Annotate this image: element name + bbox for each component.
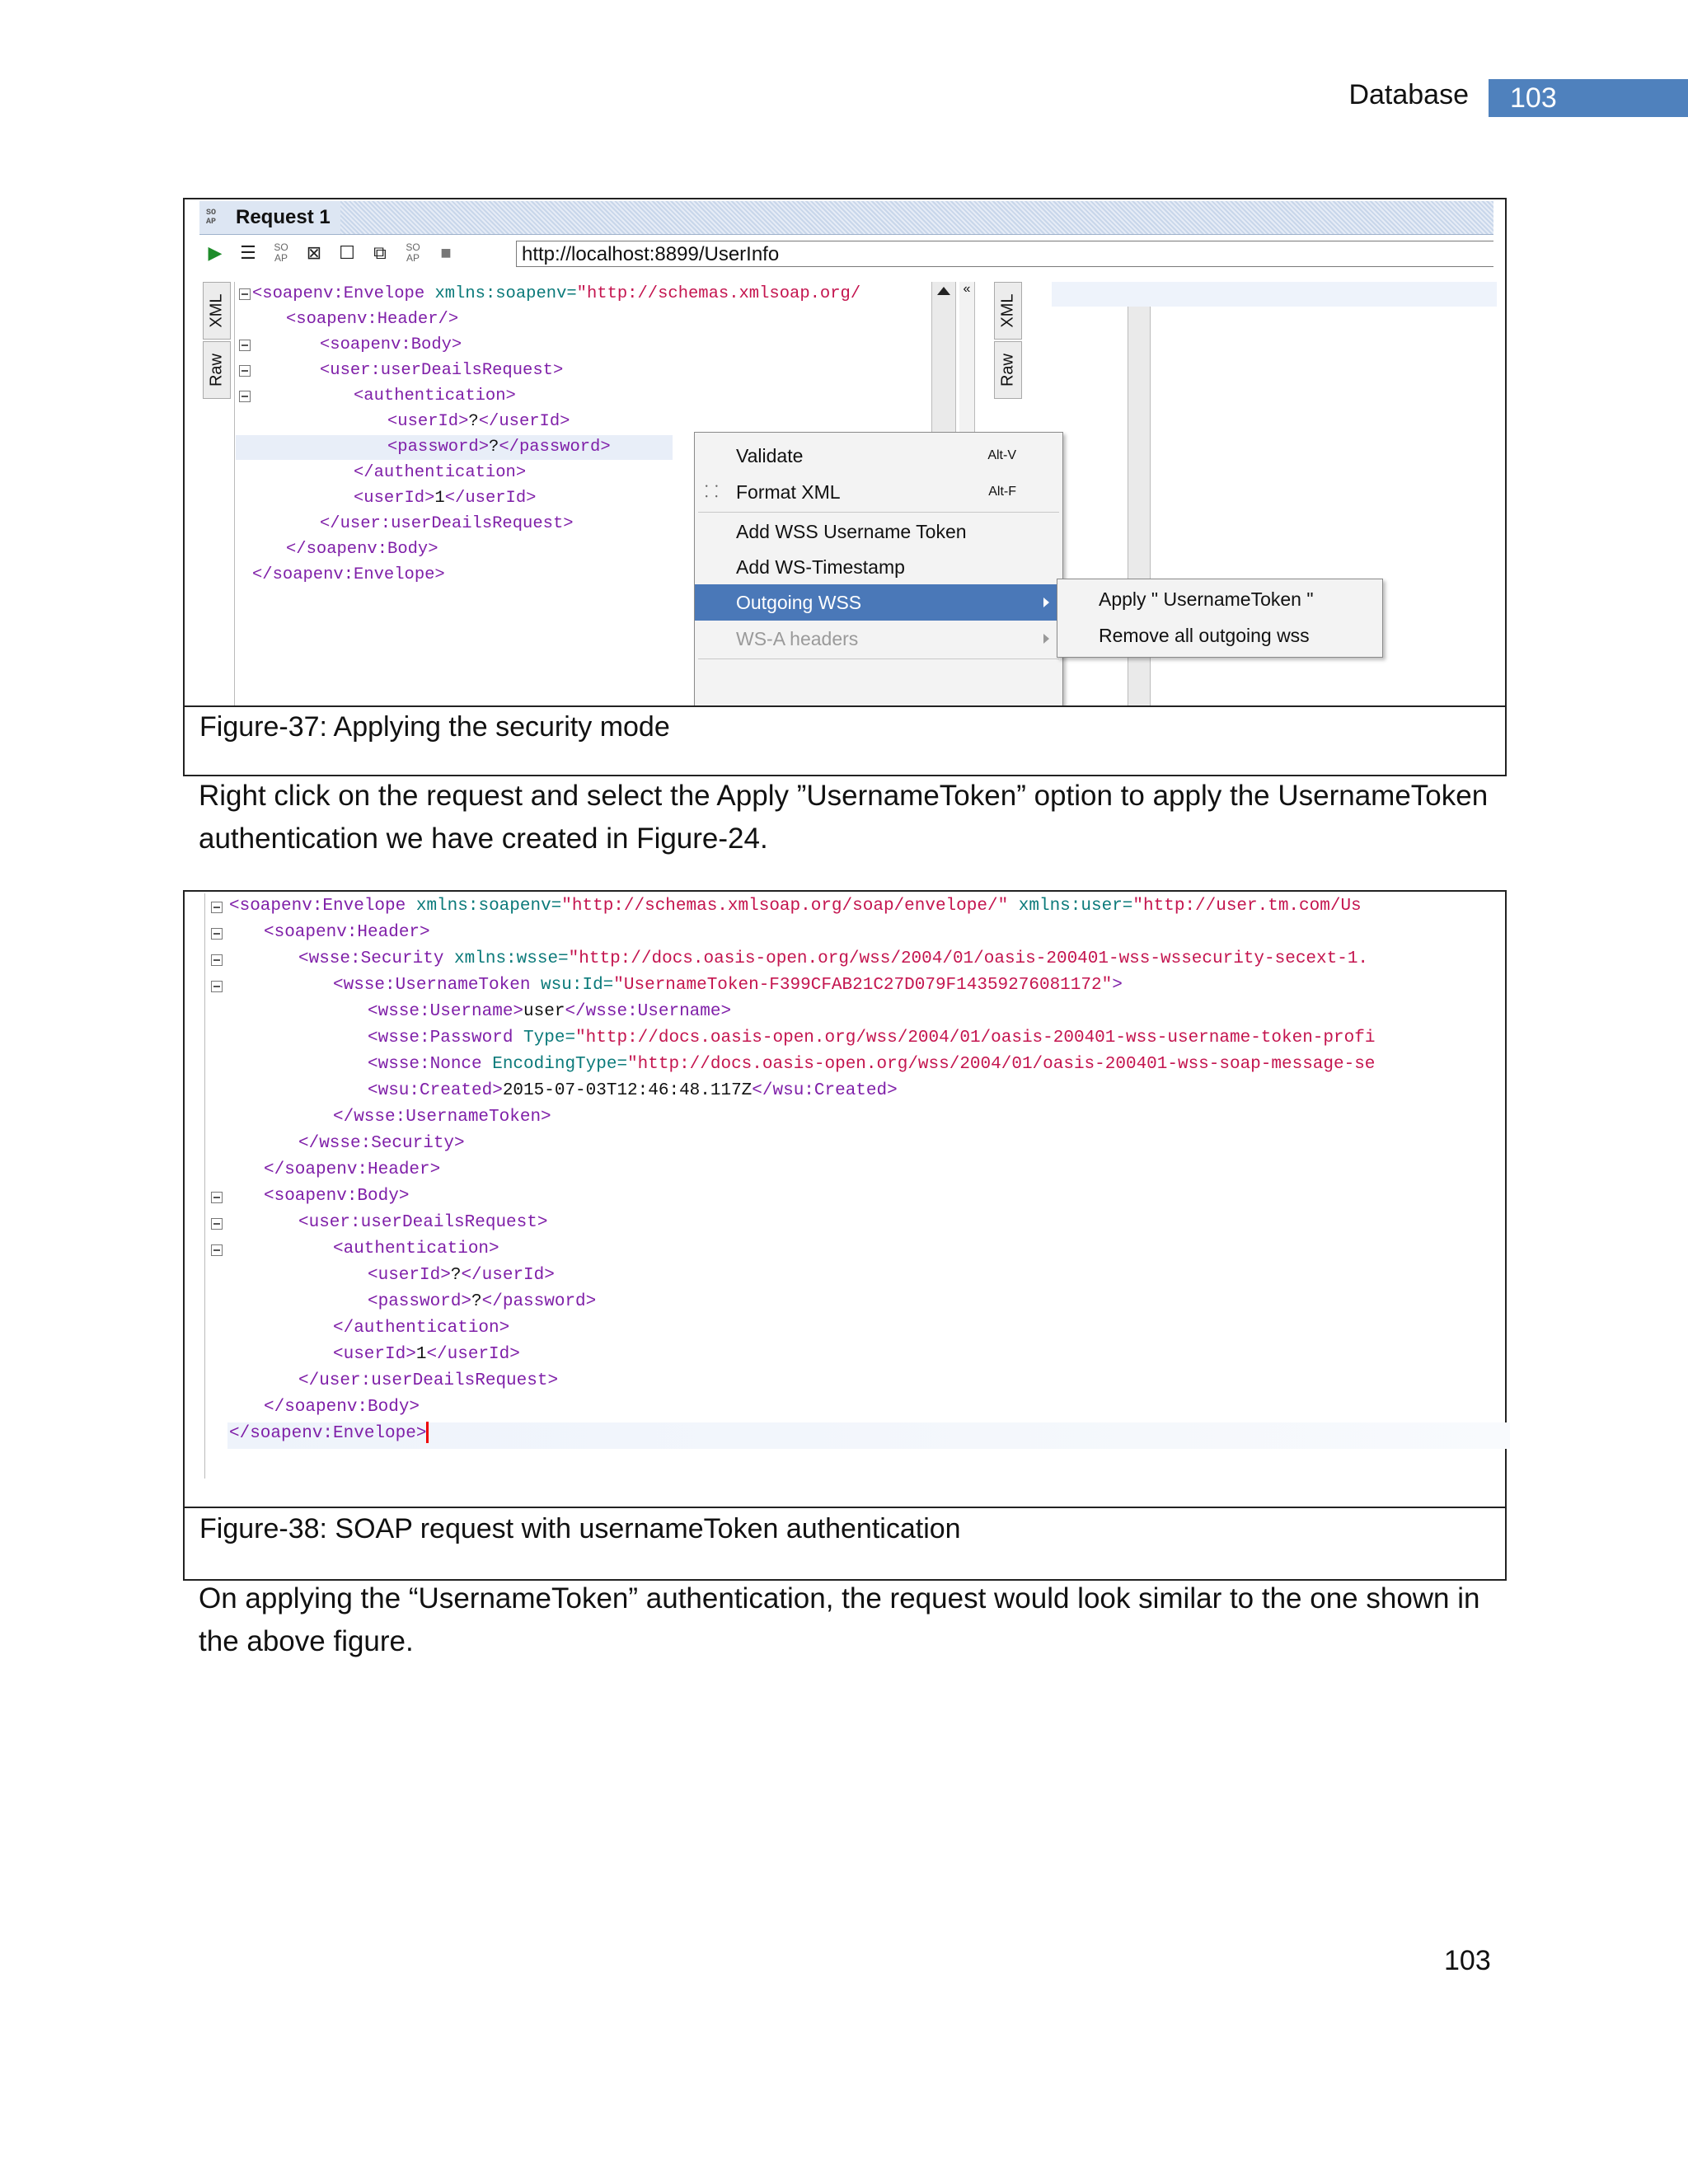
code-token: </userId> [478, 412, 570, 431]
code-line [252, 563, 445, 588]
soap-icon[interactable]: SO AP [274, 241, 288, 264]
code-token: </userId> [426, 1345, 520, 1364]
code-token: <user:userDeailsRequest> [320, 361, 564, 380]
code-token: </userId> [461, 1266, 555, 1285]
code-line [320, 359, 563, 383]
code-token: "http://schemas.xmlsoap.org/ [576, 284, 861, 303]
soap-icon: SO AP [206, 209, 217, 227]
fold-toggle[interactable] [211, 954, 223, 966]
code-line [298, 1368, 558, 1394]
gutter [234, 282, 235, 705]
code-token: </soapenv:Envelope> [229, 1424, 427, 1443]
scroll-up-icon[interactable] [937, 287, 950, 295]
shortcut-label: Alt-V [987, 448, 1016, 462]
code-token: <userId> [354, 489, 435, 508]
code-token: <authentication> [333, 1240, 499, 1258]
code-line [368, 1078, 898, 1104]
menu-separator [698, 658, 1059, 659]
code-line [368, 1025, 1375, 1052]
fold-toggle[interactable] [239, 391, 251, 402]
code-token: <soapenv:Header/> [286, 310, 459, 329]
code-line [264, 1157, 440, 1183]
tab-xml-label: XML [207, 293, 226, 328]
run-icon[interactable]: ▶ [208, 242, 223, 263]
code-token: ? [450, 1266, 462, 1285]
paragraph-2: On applying the “UsernameToken” authentication, the request would look similar to the one shown in the above figure. [199, 1582, 1480, 1657]
code-token: EncodingType= [481, 1055, 628, 1074]
code-line [368, 1289, 596, 1315]
figure-37 [183, 198, 1507, 776]
code-token: </soapenv:Envelope> [252, 565, 445, 584]
format-icon: ⸬ [705, 483, 719, 501]
code-token: </soapenv:Body> [264, 1398, 420, 1417]
code-token: 1 [434, 489, 445, 508]
collapse-icon[interactable]: « [963, 282, 971, 296]
fold-toggle[interactable] [211, 981, 223, 992]
code-line [333, 972, 1123, 999]
code-line [368, 999, 731, 1025]
figure-37-caption [185, 705, 1505, 775]
stop-icon[interactable]: ■ [440, 242, 452, 263]
code-token: <wsse:Security [298, 949, 444, 968]
code-line [368, 1052, 1375, 1078]
response-editor[interactable] [1052, 282, 1497, 307]
code-token: <password> [368, 1292, 472, 1311]
fold-toggle[interactable] [239, 340, 251, 351]
code-token: </wsu:Created> [752, 1081, 898, 1100]
code-token: "http://docs.oasis-open.org/wss/2004/01/oasis-200401-wss-soap-message-se [627, 1055, 1376, 1074]
code-token: <authentication> [354, 387, 516, 405]
fold-toggle[interactable] [239, 288, 251, 300]
editor-gutter [204, 893, 205, 1479]
menu-item-label: WS-A headers [736, 628, 859, 649]
request-toolbar [199, 237, 1493, 270]
code-line [264, 1394, 420, 1421]
tab-response-xml-label: XML [998, 293, 1017, 328]
paragraph-1: Right click on the request and select the Apply ”UsernameToken” option to apply the UsernameToken authentication we have created in Figure-24. [199, 780, 1489, 855]
figure-38-caption-text: Figure-38: SOAP request with usernameToken authentication [199, 1513, 961, 1544]
fold-toggle[interactable] [211, 1218, 223, 1230]
menu-item-format-xml[interactable] [695, 474, 1062, 510]
code-token: > [1112, 976, 1123, 995]
menu-item-validate[interactable] [695, 438, 1062, 474]
figure-38-caption [185, 1507, 1505, 1579]
code-token: 1 [415, 1345, 427, 1364]
fold-toggle[interactable] [211, 928, 223, 940]
tab-response-xml[interactable] [994, 282, 1022, 340]
code-token: xmlns:soapenv= [424, 284, 577, 303]
code-token: </authentication> [333, 1319, 510, 1338]
menu-item-add-wss-token[interactable] [695, 513, 1062, 550]
code-token: </wsse:UsernameToken> [333, 1108, 551, 1127]
code-token: <wsse:UsernameToken [333, 976, 531, 995]
soapui-request-window [185, 199, 1505, 705]
clone-icon[interactable]: ⧉ [373, 242, 387, 263]
code-token: user [523, 1002, 565, 1021]
code-token: "http://user.tm.com/Us [1132, 897, 1362, 916]
code-line [229, 893, 1362, 920]
code-token: </wsse:Username> [565, 1002, 732, 1021]
tab-raw-label: Raw [207, 353, 226, 387]
menu-item-add-timestamp[interactable] [695, 549, 1062, 585]
shortcut-label: Alt-F [988, 485, 1016, 499]
code-token: "UsernameToken-F399CFAB21C27D079F14359276081172" [613, 976, 1113, 995]
code-line [298, 1210, 547, 1236]
code-line [298, 946, 1368, 972]
submenu-arrow-icon [1043, 634, 1049, 644]
code-token: </user:userDeailsRequest> [298, 1371, 559, 1390]
menu-separator [698, 512, 1059, 513]
code-token: </soapenv:Body> [286, 540, 438, 559]
code-token: </authentication> [354, 463, 527, 482]
code-token: <soapenv:Envelope [252, 284, 425, 303]
request-title-bar [199, 201, 1493, 235]
menu-item-label: Validate [736, 445, 804, 466]
tab-response-raw-label: Raw [998, 353, 1017, 387]
code-token: <soapenv:Body> [264, 1187, 410, 1206]
code-token: xmlns:user= [1008, 897, 1133, 916]
soap-icon[interactable]: SO AP [406, 241, 420, 264]
menu-item-label: Remove all outgoing wss [1099, 625, 1310, 646]
code-line [264, 920, 430, 946]
menu-item-label: Apply " UsernameToken " [1099, 588, 1314, 610]
code-token: <user:userDeailsRequest> [298, 1213, 548, 1232]
code-line [286, 537, 438, 562]
code-token: xmlns:soapenv= [406, 897, 562, 916]
code-token: </password> [499, 438, 611, 457]
request-tab-label: Request 1 [236, 206, 331, 228]
code-token: <soapenv:Envelope [229, 897, 406, 916]
code-line [229, 1421, 429, 1447]
code-token: ? [468, 412, 479, 431]
maximize-icon[interactable]: ☐ [339, 242, 355, 263]
code-token: </user:userDeailsRequest> [320, 514, 574, 533]
code-token: <userId> [387, 412, 469, 431]
code-token: Type= [513, 1029, 576, 1047]
code-line [286, 307, 458, 332]
code-token: <userId> [333, 1345, 416, 1364]
code-line [298, 1131, 465, 1157]
tab-xml[interactable] [203, 282, 231, 340]
menu-item-label: Outgoing WSS [736, 592, 862, 613]
xml-code-lines [229, 893, 1510, 1470]
code-line [354, 384, 516, 409]
code-line [333, 1236, 499, 1263]
header-page-number: 103 [1489, 79, 1688, 117]
code-line [320, 512, 574, 537]
code-line [333, 1342, 520, 1368]
code-line [354, 486, 536, 511]
menu-item-remove-outgoing-wss[interactable] [1057, 617, 1382, 654]
code-token: ? [471, 1292, 482, 1311]
menu-item-label: Format XML [736, 481, 841, 503]
text-cursor [426, 1422, 429, 1443]
code-token: <wsse:Password [368, 1029, 513, 1047]
code-token: 2015-07-03T12:46:48.117Z [502, 1081, 753, 1100]
code-token: <soapenv:Body> [320, 335, 462, 354]
request-tab[interactable] [199, 201, 340, 234]
code-token: </soapenv:Header> [264, 1160, 441, 1179]
context-menu [694, 432, 1063, 705]
code-token: <wsse:Nonce [368, 1055, 482, 1074]
resize-icon[interactable]: ⊠ [306, 242, 322, 263]
code-line [333, 1315, 509, 1342]
add-icon[interactable]: ☰ [240, 242, 256, 263]
footer-page-number: 103 [1444, 1945, 1491, 1976]
endpoint-url-field[interactable]: http://localhost:8899/UserInfo [516, 241, 1493, 267]
code-token: </wsse:Security> [298, 1134, 465, 1153]
tab-raw[interactable] [203, 341, 231, 399]
fold-toggle[interactable] [211, 1192, 223, 1203]
figure-37-caption-text: Figure-37: Applying the security mode [199, 711, 670, 743]
code-line [387, 410, 570, 434]
menu-item-wsa-headers[interactable] [695, 621, 1062, 657]
code-line [320, 333, 462, 358]
code-line [387, 435, 611, 460]
code-token: </userId> [444, 489, 537, 508]
code-token: <userId> [368, 1266, 451, 1285]
menu-item-label: Add WS-Timestamp [736, 556, 905, 578]
menu-item-outgoing-wss[interactable] [695, 584, 1062, 621]
fold-toggle[interactable] [239, 365, 251, 377]
code-line [264, 1183, 409, 1210]
menu-item-apply-usernametoken[interactable] [1057, 581, 1382, 617]
code-token: "http://docs.oasis-open.org/wss/2004/01/oasis-200401-wss-wssecurity-secext-1. [568, 949, 1369, 968]
code-line [333, 1104, 551, 1131]
code-line [368, 1263, 555, 1289]
code-line [354, 461, 526, 485]
code-token: "http://schemas.xmlsoap.org/soap/envelope/" [561, 897, 1009, 916]
figure-38 [183, 890, 1507, 1581]
code-token: wsu:Id= [530, 976, 614, 995]
code-token: <wsse:Username> [368, 1002, 524, 1021]
code-token: "http://docs.oasis-open.org/wss/2004/01/oasis-200401-wss-username-token-profi [575, 1029, 1376, 1047]
code-token: <soapenv:Header> [264, 923, 430, 942]
code-token: <wsu:Created> [368, 1081, 503, 1100]
code-token: </password> [481, 1292, 597, 1311]
menu-item-label: Add WSS Username Token [736, 521, 967, 542]
code-token: ? [489, 438, 499, 457]
fold-toggle[interactable] [211, 1244, 223, 1256]
submenu-arrow-icon [1043, 598, 1049, 607]
code-token: <password> [387, 438, 490, 457]
header-section-title: Database [1348, 79, 1469, 110]
outgoing-wss-submenu [1057, 579, 1383, 658]
code-line [252, 282, 860, 307]
code-token: xmlns:wsse= [443, 949, 569, 968]
fold-toggle[interactable] [211, 902, 223, 913]
tab-response-raw[interactable] [994, 341, 1022, 399]
soap-request-editor[interactable] [204, 893, 1510, 1507]
